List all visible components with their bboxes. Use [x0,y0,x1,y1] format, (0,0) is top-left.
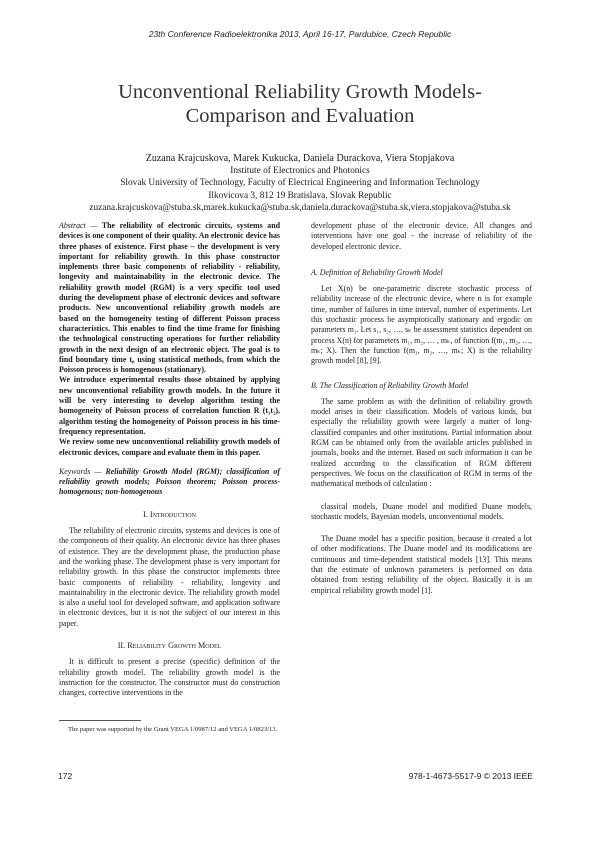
affiliation-institute: Institute of Electronics and Photonics [230,166,370,177]
author-names: Zuzana Krajcuskova, Marek Kukucka, Daniela Durackova, Viera Stopjakova [145,153,455,164]
abstract-lead: Abstract — [59,221,98,230]
keywords-text: Reliability Growth Model (RGM); classification of reliability growth models; Poisson theorem; Poisson process-homogenous; non-homogenous [59,466,280,497]
keywords-lead: Keywords — [59,466,102,476]
paper-title [40,80,560,128]
conference-header: 23th Conference Radioelektronika 2013, April 16-17, Pardubice, Czech Republic [148,29,452,39]
duane-paragraph: The Duane model has a specific position, because it created a lot of other modifications. The Duane model and its modifications are continuous and time-dependent statistical models [13]. This means that the estimate of unknown parameters is performed on data obtained from testing reliability of the object. Basically it is an empirical reliability growth model [1]. [311,534,532,595]
affiliation-university: Slovak University of Technology, Faculty of Electrical Engineering and Information Technology [120,178,480,189]
page-number: 172 [58,771,73,781]
introduction-paragraph: The reliability of electronic circuits, systems and devices is one of the components of their quality. An electronic device has three phases of existence. They are the development phase, the production phase and the working phase. The development phase is very important for reliability growth. In this phase the constructor implements three basic components of reliability - reliability, longevity and maintainability in the electronic device. The reliability growth model is also a useful tool for developed software, and application software in electronic devices, but it is not the subject of our interest in this paper. [59,526,280,628]
left-column [59,221,280,698]
section-heading-introduction: I. Introduction [143,509,196,519]
title-line-1: Unconventional Reliability Growth Models- [118,81,482,103]
classification-paragraph: The same problem as with the definition of reliability growth model arises in their classification. Models of various kinds, but especially the reliability growth were largely a matter of long-classified companies and other institutions. Partial information about RGM can be obtained only from the available articles published in journals, books and the internet. Based on such information it can be realized according to the classification of RGM different perspectives. We focus on the classification of RGM in terms of the mathematical methods of calculation : [311,396,532,489]
subsection-heading-classification: B. The Classification of Reliability Growth Model [311,380,469,390]
abstract-paragraph-2: We introduce experimental results those obtained by applying new unconventional reliability growth models. In the future it will be very interesting to develop algorithm testing the homogeneity of Poisson process of correlation function R (t₁t₂), algorithm testing the homogeneity of Poisson process in his time-frequency representation. [59,375,280,436]
copyright-notice: 978-1-4673-5517-9 © 2013 IEEE [408,771,533,781]
footnote: The paper was supported by the Grant VEGA 1/0987/12 and VEGA 1/0823/13. [68,726,278,733]
author-block [40,153,560,214]
section-heading-reliability-growth-model: II. Reliability Growth Model [117,640,222,650]
rgm-paragraph: It is difficult to present a precise (specific) definition of the reliability growth model. The reliability growth model is the instruction for the constructor. The constructor must do construction changes, corrective interventions in the [59,657,280,698]
footnote-divider [59,720,141,721]
right-column [311,221,532,596]
abstract-paragraph-3: We review some new unconventional reliability growth models of electronic devices, compare and evaluate them in this paper. [59,437,280,457]
abstract [59,221,280,375]
model-list: classical models, Duane model and modified Duane models, stochastic models, Bayesian models, unconventional models. [311,501,532,521]
title-line-2: Comparison and Evaluation [185,105,415,127]
continued-paragraph: development phase of the electronic device. All changes and interventions have one goal - the increase of reliability of the developed electronic device. [311,221,532,251]
keywords [59,467,280,498]
abstract-paragraph-1: The reliability of electronic circuits, systems and devices is one component of their quality. An electronic device has three phases of existence. First phase – the development is very important for reliability growth. In this phase constructor implements three basic components of reliability - reliability, longevity and maintainability in the electronic device. The reliability growth model (RGM) is a very specific tool used during the development phase of electronic devices and software products. New unconventional reliability growth models are based on the homogeneity testing of different Poisson process characteristics. This enables to find the time frame for finishing the technological constructing operations for further reliability growth in the next design of an electronic object. The goal is to find boundary time t₀ using statistical methods, from which the Poisson process is homogenous (stationary). [59,221,280,375]
author-emails: zuzana.krajcuskova@stuba.sk,marek.kukucka@stuba.sk,daniela.durackova@stuba.sk,viera.stopjakova@stuba.sk [89,202,511,213]
affiliation-address: Ilkovicova 3, 812 19 Bratislava, Slovak Republic [208,190,392,201]
definition-paragraph: Let X(n) be one-parametric discrete stochastic process of reliability increase of the electronic device, where n is for example time, number of failures in time interval, number of experiments. Let this stochastic process be asymptotically stationary and ergodic on parameters m₁. Let s₁, s₂, …, sₖ be assessment statistics dependent on process X(n) for parameters m₁, m₂, … , mₖ, of function f(m₁, m₂, …, mₖ; X). Then the function f(m₁, m₂, …, mₖ; X) is the reliability growth model [8], [9]. [311,284,532,366]
subsection-heading-definition: A. Definition of Reliability Growth Model [311,267,443,277]
